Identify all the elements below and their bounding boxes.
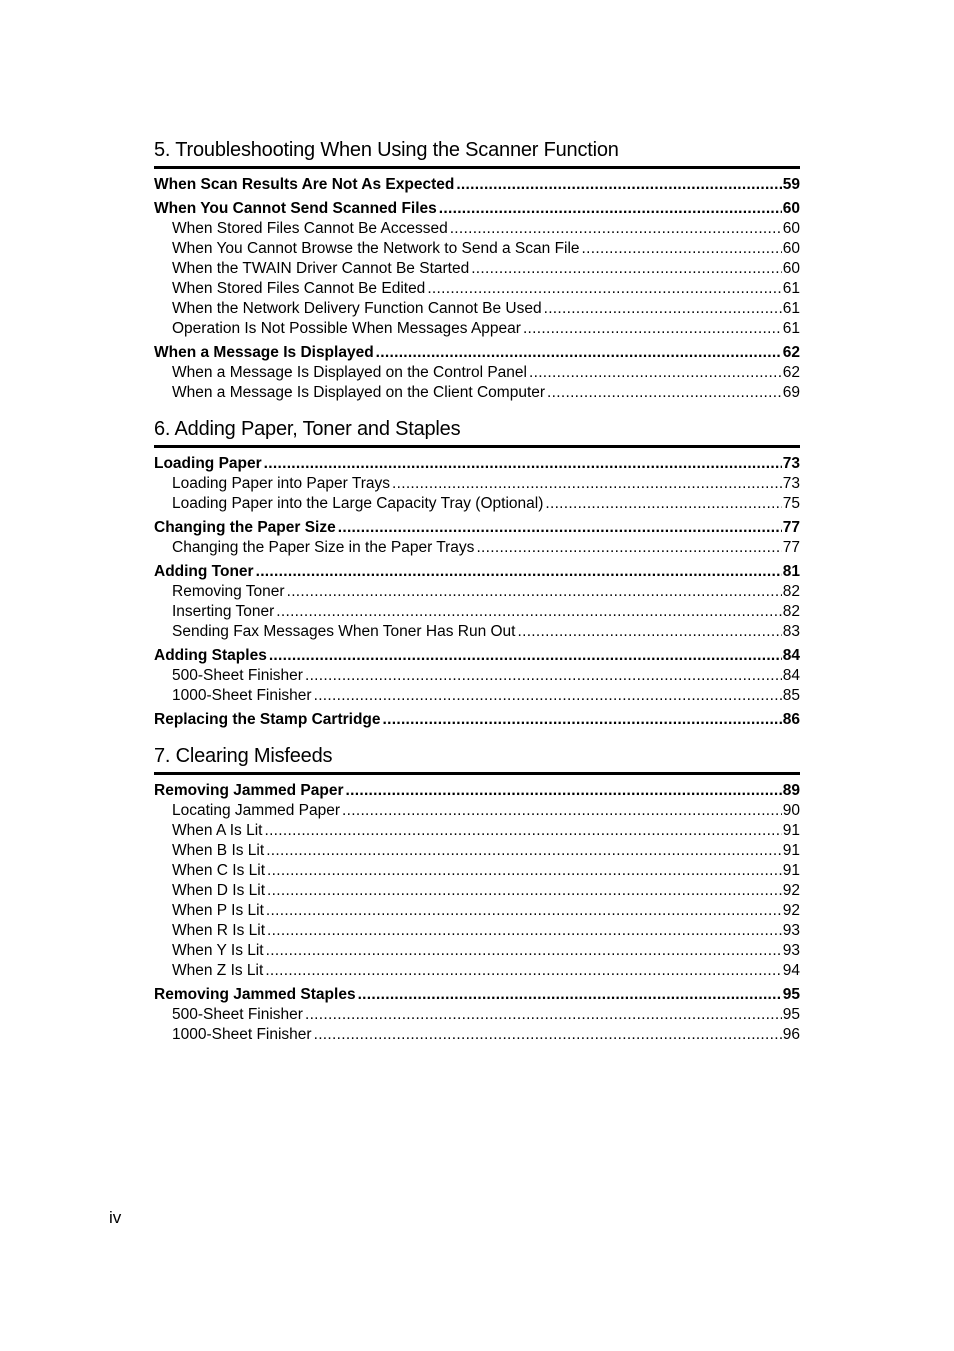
dot-leader — [376, 343, 782, 363]
toc-entry-section[interactable] — [154, 646, 800, 666]
entry-title: Adding Toner — [154, 563, 254, 580]
entry-title: Sending Fax Messages When Toner Has Run Out — [172, 623, 516, 640]
dot-leader — [264, 454, 782, 474]
dot-leader — [314, 1025, 782, 1045]
chapter-section — [154, 415, 800, 730]
entry-title: When the Network Delivery Function Cannot Be Used — [172, 300, 542, 317]
entry-page-number: 93 — [782, 922, 800, 939]
toc-entry-subsection[interactable] — [154, 474, 800, 494]
entry-title: Changing the Paper Size in the Paper Trays — [172, 539, 475, 556]
toc-entry-subsection[interactable] — [154, 279, 800, 299]
toc-entry-subsection[interactable] — [154, 602, 800, 622]
entry-title: When the TWAIN Driver Cannot Be Started — [172, 260, 470, 277]
toc-entry-section[interactable] — [154, 175, 800, 195]
entry-page-number: 94 — [782, 962, 800, 979]
dot-leader — [267, 921, 782, 941]
entry-page-number: 59 — [782, 176, 800, 193]
entry-title: When You Cannot Send Scanned Files — [154, 200, 437, 217]
dot-leader — [476, 538, 781, 558]
toc-entry-section[interactable] — [154, 710, 800, 730]
entry-title: When a Message Is Displayed — [154, 344, 374, 361]
entry-title: Inserting Toner — [172, 603, 275, 620]
toc-entry-subsection[interactable] — [154, 841, 800, 861]
toc-entry-subsection[interactable] — [154, 861, 800, 881]
toc-entry-subsection[interactable] — [154, 1005, 800, 1025]
entry-page-number: 77 — [782, 519, 800, 536]
toc-entry-subsection[interactable] — [154, 363, 800, 383]
dot-leader — [456, 175, 781, 195]
toc-entry-subsection[interactable] — [154, 259, 800, 279]
entry-page-number: 82 — [782, 603, 800, 620]
entry-title: When You Cannot Browse the Network to Send a Scan File — [172, 240, 580, 257]
chapter-section — [154, 136, 800, 403]
dot-leader — [582, 239, 782, 259]
entry-page-number: 89 — [782, 782, 800, 799]
chapter-entries — [154, 175, 800, 403]
entry-page-number: 62 — [782, 364, 800, 381]
entry-page-number: 60 — [782, 200, 800, 217]
toc-entry-subsection[interactable] — [154, 881, 800, 901]
entry-title: When R Is Lit — [172, 922, 266, 939]
dot-leader — [545, 494, 781, 514]
entry-title: When Stored Files Cannot Be Edited — [172, 280, 426, 297]
toc-entry-section[interactable] — [154, 518, 800, 538]
dot-leader — [266, 841, 782, 861]
entry-title: When Stored Files Cannot Be Accessed — [172, 220, 448, 237]
entry-title: Adding Staples — [154, 647, 267, 664]
entry-page-number: 61 — [782, 300, 800, 317]
dot-leader — [383, 710, 782, 730]
dot-leader — [529, 363, 782, 383]
dot-leader — [346, 781, 782, 801]
toc-entry-subsection[interactable] — [154, 941, 800, 961]
entry-page-number: 90 — [782, 802, 800, 819]
entry-title: 1000-Sheet Finisher — [172, 1026, 312, 1043]
chapter-title: 5. Troubleshooting When Using the Scanner Function — [154, 136, 800, 169]
toc-entry-section[interactable] — [154, 454, 800, 474]
dot-leader — [287, 582, 782, 602]
dot-leader — [523, 319, 782, 339]
toc-entry-subsection[interactable] — [154, 494, 800, 514]
entry-page-number: 62 — [782, 344, 800, 361]
toc-entry-section[interactable] — [154, 985, 800, 1005]
entry-page-number: 91 — [782, 862, 800, 879]
toc-entry-subsection[interactable] — [154, 239, 800, 259]
dot-leader — [342, 801, 782, 821]
entry-page-number: 96 — [782, 1026, 800, 1043]
entry-page-number: 91 — [782, 822, 800, 839]
entry-page-number: 84 — [782, 647, 800, 664]
chapter-entries — [154, 781, 800, 1045]
dot-leader — [392, 474, 782, 494]
toc-entry-subsection[interactable] — [154, 219, 800, 239]
dot-leader — [547, 383, 782, 403]
entry-title: 500-Sheet Finisher — [172, 667, 303, 684]
entry-title: Replacing the Stamp Cartridge — [154, 711, 381, 728]
dot-leader — [450, 219, 782, 239]
entry-title: Loading Paper into Paper Trays — [172, 475, 390, 492]
dot-leader — [266, 941, 782, 961]
entry-title: When Z Is Lit — [172, 962, 264, 979]
dot-leader — [267, 861, 782, 881]
entry-title: Changing the Paper Size — [154, 519, 336, 536]
toc-entry-subsection[interactable] — [154, 383, 800, 403]
toc-entry-section[interactable] — [154, 343, 800, 363]
entry-page-number: 61 — [782, 320, 800, 337]
entry-page-number: 69 — [782, 384, 800, 401]
entry-page-number: 75 — [782, 495, 800, 512]
entry-page-number: 92 — [782, 902, 800, 919]
toc-entry-subsection[interactable] — [154, 319, 800, 339]
toc-entry-subsection[interactable] — [154, 666, 800, 686]
toc-entry-subsection[interactable] — [154, 961, 800, 981]
toc-entry-subsection[interactable] — [154, 582, 800, 602]
entry-title: Locating Jammed Paper — [172, 802, 341, 819]
dot-leader — [266, 901, 782, 921]
dot-leader — [265, 961, 781, 981]
entry-title: When D Is Lit — [172, 882, 266, 899]
entry-title: When a Message Is Displayed on the Control Panel — [172, 364, 527, 381]
entry-page-number: 93 — [782, 942, 800, 959]
entry-title: When Y Is Lit — [172, 942, 264, 959]
entry-page-number: 81 — [782, 563, 800, 580]
toc-entry-section[interactable] — [154, 199, 800, 219]
entry-page-number: 73 — [782, 475, 800, 492]
dot-leader — [305, 1005, 782, 1025]
chapter-section — [154, 742, 800, 1045]
chapter-title: 7. Clearing Misfeeds — [154, 742, 800, 775]
entry-page-number: 60 — [782, 240, 800, 257]
entry-page-number: 95 — [782, 1006, 800, 1023]
entry-page-number: 84 — [782, 667, 800, 684]
toc-entry-subsection[interactable] — [154, 299, 800, 319]
entry-title: When P Is Lit — [172, 902, 264, 919]
entry-page-number: 92 — [782, 882, 800, 899]
page-number: iv — [109, 1208, 122, 1227]
entry-title: 1000-Sheet Finisher — [172, 687, 312, 704]
entry-title: Removing Jammed Staples — [154, 986, 356, 1003]
entry-page-number: 82 — [782, 583, 800, 600]
entry-title: When B Is Lit — [172, 842, 265, 859]
entry-title: Removing Jammed Paper — [154, 782, 344, 799]
dot-leader — [305, 666, 782, 686]
dot-leader — [544, 299, 782, 319]
entry-title: When a Message Is Displayed on the Client Computer — [172, 384, 546, 401]
dot-leader — [314, 686, 782, 706]
entry-page-number: 86 — [782, 711, 800, 728]
entry-title: Loading Paper — [154, 455, 262, 472]
toc-entry-subsection[interactable] — [154, 1025, 800, 1045]
dot-leader — [267, 881, 782, 901]
toc-entry-section[interactable] — [154, 562, 800, 582]
toc-entry-subsection[interactable] — [154, 901, 800, 921]
dot-leader — [264, 821, 781, 841]
toc-entry-subsection[interactable] — [154, 801, 800, 821]
dot-leader — [439, 199, 782, 219]
toc-entry-subsection[interactable] — [154, 622, 800, 642]
dot-leader — [269, 646, 782, 666]
entry-title: Operation Is Not Possible When Messages Appear — [172, 320, 521, 337]
entry-page-number: 95 — [782, 986, 800, 1003]
chapter-entries — [154, 454, 800, 730]
entry-page-number: 73 — [782, 455, 800, 472]
entry-page-number: 91 — [782, 842, 800, 859]
toc-entry-section[interactable] — [154, 781, 800, 801]
dot-leader — [358, 985, 782, 1005]
dot-leader — [338, 518, 782, 538]
entry-title: 500-Sheet Finisher — [172, 1006, 303, 1023]
dot-leader — [276, 602, 782, 622]
toc-entry-subsection[interactable] — [154, 821, 800, 841]
toc-entry-subsection[interactable] — [154, 686, 800, 706]
dot-leader — [256, 562, 782, 582]
dot-leader — [427, 279, 781, 299]
entry-page-number: 85 — [782, 687, 800, 704]
entry-page-number: 60 — [782, 220, 800, 237]
entry-title: When Scan Results Are Not As Expected — [154, 176, 455, 193]
entry-page-number: 61 — [782, 280, 800, 297]
entry-title: When A Is Lit — [172, 822, 263, 839]
entry-page-number: 60 — [782, 260, 800, 277]
chapter-title: 6. Adding Paper, Toner and Staples — [154, 415, 800, 448]
dot-leader — [471, 259, 782, 279]
toc-entry-subsection[interactable] — [154, 538, 800, 558]
entry-title: Loading Paper into the Large Capacity Tray (Optional) — [172, 495, 544, 512]
dot-leader — [517, 622, 781, 642]
entry-title: Removing Toner — [172, 583, 285, 600]
entry-page-number: 77 — [782, 539, 800, 556]
toc-entry-subsection[interactable] — [154, 921, 800, 941]
table-of-contents — [154, 136, 800, 1057]
entry-title: When C Is Lit — [172, 862, 266, 879]
entry-page-number: 83 — [782, 623, 800, 640]
